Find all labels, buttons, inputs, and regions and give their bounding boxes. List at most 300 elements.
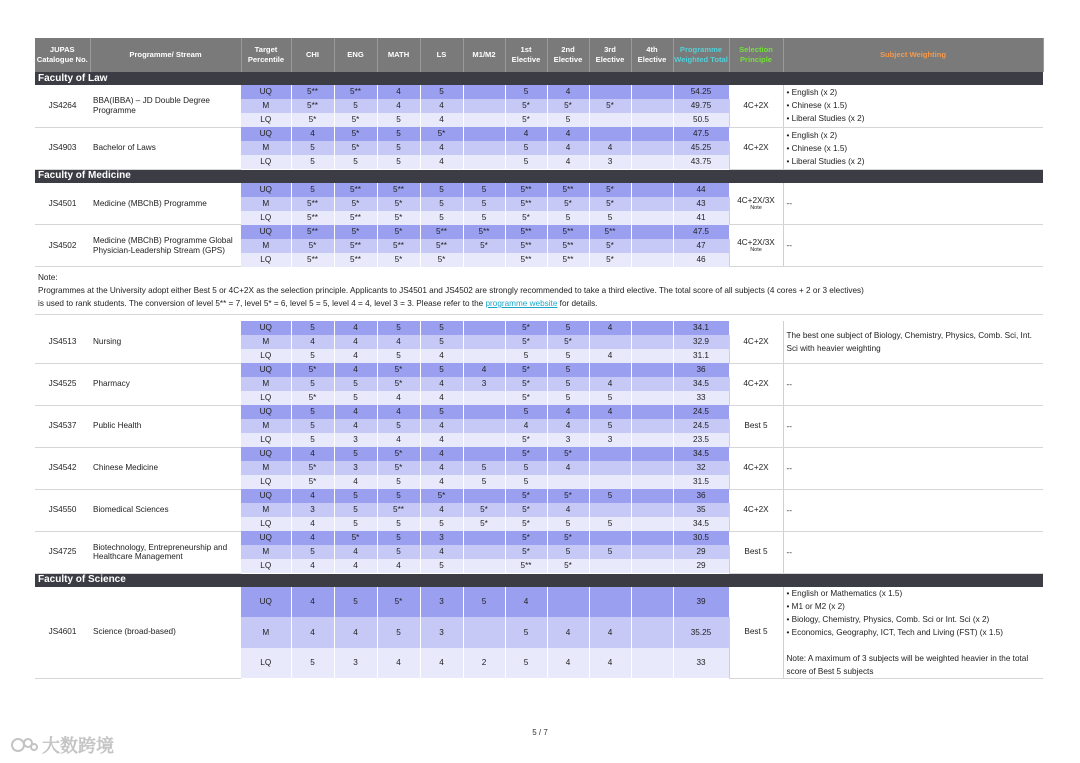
score-elective-2: 5*: [547, 197, 589, 211]
score-math: 5*: [377, 211, 420, 225]
programme-name: Medicine (MBChB) Programme Global Physician-Leadership Stream (GPS): [90, 225, 241, 267]
score-m1m2: [463, 617, 505, 648]
score-elective-3: 5: [589, 489, 631, 503]
score-chi: 5**: [291, 253, 334, 267]
score-chi: 5**: [291, 211, 334, 225]
score-elective-2: 5*: [547, 335, 589, 349]
score-weighted-total: 43: [673, 197, 729, 211]
score-weighted-total: 47.5: [673, 127, 729, 141]
score-elective-2: 5: [547, 349, 589, 363]
score-math: 4: [377, 85, 420, 99]
score-target: UQ: [241, 321, 291, 335]
header-catalogue: JUPAS Catalogue No.: [35, 38, 90, 72]
selection-value: 4C+2X/3X: [737, 195, 775, 205]
score-ls: 5: [420, 517, 463, 531]
score-chi: 5**: [291, 225, 334, 239]
score-eng: 5: [334, 391, 377, 405]
score-m1m2: 5*: [463, 503, 505, 517]
score-elective-1: 5*: [505, 113, 547, 127]
selection-principle: [729, 531, 783, 573]
score-elective-2: 5**: [547, 225, 589, 239]
selection-principle: [729, 405, 783, 447]
score-math: 5*: [377, 447, 420, 461]
note-line-2-text: is used to rank students. The conversion of level 5** = 7, level 5* = 6, level 5 = 5, level 4 = 4, level 3 = 3. Please refer to the: [38, 299, 486, 308]
programme-name: Bachelor of Laws: [90, 127, 241, 169]
weighting-item: Note: A maximum of 3 subjects will be weighted heavier in the total score of Best 5 subjects: [786, 653, 1029, 676]
weighting-list: [787, 197, 1041, 210]
score-elective-1: 5*: [505, 211, 547, 225]
selection-principle: [729, 489, 783, 531]
score-elective-4: [631, 559, 673, 573]
score-target: LQ: [241, 648, 291, 679]
score-target: M: [241, 545, 291, 559]
score-math: 5*: [377, 197, 420, 211]
score-chi: 5: [291, 349, 334, 363]
note-block: [35, 267, 1043, 315]
score-elective-3: 5: [589, 211, 631, 225]
admission-scores-sheet: [35, 38, 1043, 679]
score-m1m2: [463, 155, 505, 169]
score-elective-2: 5*: [547, 99, 589, 113]
score-eng: 5: [334, 489, 377, 503]
faculty-row: [35, 72, 1043, 85]
score-target: UQ: [241, 587, 291, 618]
score-elective-1: 5: [505, 617, 547, 648]
score-elective-4: [631, 391, 673, 405]
selection-value: 4C+2X: [743, 463, 769, 473]
score-elective-2: 5: [547, 391, 589, 405]
score-elective-1: 5*: [505, 447, 547, 461]
score-m1m2: [463, 335, 505, 349]
selection-value: Best 5: [744, 421, 768, 431]
score-math: 5*: [377, 461, 420, 475]
score-elective-2: 5**: [547, 253, 589, 267]
score-target: M: [241, 503, 291, 517]
score-ls: 4: [420, 419, 463, 433]
score-target: LQ: [241, 155, 291, 169]
score-elective-3: [589, 503, 631, 517]
note-line-1: Programmes at the University adopt either Best 5 or 4C+2X as the selection principle. Applicants to JS4501 and JS4502 are strongly recommended to take a third elective. The total score of all subjects (4 cores + 2 or 3 electives): [38, 286, 864, 295]
score-elective-2: 4: [547, 127, 589, 141]
score-m1m2: [463, 489, 505, 503]
header-programme: Programme/ Stream: [90, 38, 241, 72]
score-math: 5**: [377, 503, 420, 517]
score-elective-4: [631, 617, 673, 648]
faculty-title: Faculty of Medicine: [35, 169, 1043, 183]
score-target: LQ: [241, 475, 291, 489]
weighting-list: [787, 239, 1041, 252]
score-ls: 5: [420, 197, 463, 211]
score-m1m2: [463, 391, 505, 405]
score-ls: 4: [420, 447, 463, 461]
score-target: M: [241, 617, 291, 648]
score-m1m2: 5*: [463, 517, 505, 531]
selection-note: Note: [750, 247, 762, 254]
header-m1m2: M1/M2: [463, 38, 505, 72]
score-elective-3: [589, 559, 631, 573]
score-elective-3: 5: [589, 545, 631, 559]
programme-name: Chinese Medicine: [90, 447, 241, 489]
score-ls: 4: [420, 377, 463, 391]
score-eng: 5*: [334, 113, 377, 127]
score-math: 5**: [377, 239, 420, 253]
score-weighted-total: 39: [673, 587, 729, 618]
score-m1m2: [463, 419, 505, 433]
score-eng: 5*: [334, 225, 377, 239]
score-elective-4: [631, 587, 673, 618]
score-m1m2: 5: [463, 197, 505, 211]
score-elective-4: [631, 239, 673, 253]
table-row: [35, 321, 1043, 335]
score-m1m2: [463, 447, 505, 461]
score-eng: 5*: [334, 127, 377, 141]
selection-principle: [729, 127, 783, 169]
note-line-2: [38, 297, 1040, 310]
score-elective-4: [631, 405, 673, 419]
score-elective-1: 5**: [505, 239, 547, 253]
score-weighted-total: 41: [673, 211, 729, 225]
header-elective-4: 4th Elective: [631, 38, 673, 72]
score-target: M: [241, 335, 291, 349]
weighting-list: [787, 462, 1041, 475]
score-chi: 5: [291, 419, 334, 433]
score-weighted-total: 47.5: [673, 225, 729, 239]
score-chi: 3: [291, 503, 334, 517]
score-weighted-total: 36: [673, 363, 729, 377]
score-elective-3: 4: [589, 349, 631, 363]
header-selection-principle: Selection Principle: [729, 38, 783, 72]
selection-value: 4C+2X: [743, 143, 769, 153]
score-eng: 5**: [334, 85, 377, 99]
header-elective-1: 1st Elective: [505, 38, 547, 72]
score-eng: 5: [334, 587, 377, 618]
score-ls: 5: [420, 321, 463, 335]
score-elective-1: 5*: [505, 335, 547, 349]
score-elective-2: 5: [547, 321, 589, 335]
header-eng: ENG: [334, 38, 377, 72]
score-elective-4: [631, 461, 673, 475]
score-m1m2: 5: [463, 461, 505, 475]
score-m1m2: [463, 141, 505, 155]
score-weighted-total: 24.5: [673, 405, 729, 419]
score-elective-1: 5**: [505, 197, 547, 211]
score-weighted-total: 49.75: [673, 99, 729, 113]
weighting-item: --: [786, 505, 792, 515]
catalogue-code: JS4501: [35, 183, 90, 225]
score-math: 5: [377, 155, 420, 169]
score-eng: 5: [334, 447, 377, 461]
score-elective-1: 5: [505, 405, 547, 419]
score-eng: 4: [334, 349, 377, 363]
weighting-item: --: [786, 241, 792, 250]
score-m1m2: 3: [463, 377, 505, 391]
catalogue-code: JS4502: [35, 225, 90, 267]
score-ls: 5*: [420, 489, 463, 503]
score-math: 4: [377, 559, 420, 573]
selection-principle: [729, 225, 783, 267]
score-elective-4: [631, 419, 673, 433]
score-target: UQ: [241, 405, 291, 419]
score-ls: 5: [420, 183, 463, 197]
table-row: [35, 183, 1043, 197]
score-ls: 4: [420, 648, 463, 679]
score-math: 5**: [377, 183, 420, 197]
score-ls: 5: [420, 85, 463, 99]
score-weighted-total: 32.9: [673, 335, 729, 349]
score-elective-3: 3: [589, 433, 631, 447]
weighting-item: • English (x 2): [786, 130, 838, 140]
score-elective-3: 5: [589, 517, 631, 531]
weighting-item: • Biology, Chemistry, Physics, Comb. Sci or Int. Sci (x 2): [786, 614, 990, 624]
score-chi: 5: [291, 648, 334, 679]
score-elective-3: 4: [589, 405, 631, 419]
score-elective-2: 4: [547, 503, 589, 517]
programme-website-link[interactable]: programme website: [485, 299, 558, 308]
weighting-item: --: [786, 421, 792, 431]
note-row: [35, 267, 1043, 315]
score-weighted-total: 31.5: [673, 475, 729, 489]
score-m1m2: 5: [463, 475, 505, 489]
score-target: UQ: [241, 225, 291, 239]
score-elective-3: 5: [589, 391, 631, 405]
score-chi: 4: [291, 447, 334, 461]
programme-name: Pharmacy: [90, 363, 241, 405]
selection-value: 4C+2X: [743, 101, 769, 111]
score-elective-3: 5*: [589, 253, 631, 267]
score-elective-2: 5: [547, 377, 589, 391]
table-row: [35, 489, 1043, 503]
score-math: 5*: [377, 225, 420, 239]
subject-weighting: [783, 405, 1043, 447]
score-ls: 4: [420, 433, 463, 447]
score-elective-3: [589, 587, 631, 618]
score-elective-1: 5*: [505, 99, 547, 113]
catalogue-code: JS4601: [35, 587, 90, 679]
table-body: [35, 72, 1043, 678]
score-math: 4: [377, 335, 420, 349]
score-chi: 5*: [291, 475, 334, 489]
score-math: 5: [377, 127, 420, 141]
subject-weighting: [783, 225, 1043, 267]
weighting-item: --: [786, 379, 792, 389]
score-m1m2: 5: [463, 587, 505, 618]
score-m1m2: [463, 433, 505, 447]
score-math: 5: [377, 545, 420, 559]
score-elective-2: 4: [547, 155, 589, 169]
score-weighted-total: 45.25: [673, 141, 729, 155]
catalogue-code: JS4550: [35, 489, 90, 531]
table-row: [35, 447, 1043, 461]
note-title: Note:: [38, 273, 58, 282]
score-elective-1: 5**: [505, 559, 547, 573]
score-target: LQ: [241, 253, 291, 267]
score-target: M: [241, 461, 291, 475]
subject-weighting: [783, 321, 1043, 363]
selection-principle: [729, 183, 783, 225]
score-eng: 4: [334, 335, 377, 349]
score-elective-1: 5*: [505, 531, 547, 545]
score-eng: 4: [334, 405, 377, 419]
score-elective-1: 5: [505, 648, 547, 679]
score-elective-3: [589, 447, 631, 461]
weighting-list: [787, 504, 1041, 517]
score-chi: 4: [291, 559, 334, 573]
score-m1m2: [463, 85, 505, 99]
score-elective-3: [589, 461, 631, 475]
score-math: 5*: [377, 587, 420, 618]
score-math: 5*: [377, 363, 420, 377]
score-elective-4: [631, 211, 673, 225]
score-eng: 5: [334, 517, 377, 531]
score-elective-1: 5: [505, 349, 547, 363]
score-elective-4: [631, 183, 673, 197]
selection-value: 4C+2X/3X: [737, 237, 775, 247]
score-target: M: [241, 99, 291, 113]
score-m1m2: [463, 113, 505, 127]
score-elective-4: [631, 489, 673, 503]
score-elective-4: [631, 335, 673, 349]
score-m1m2: [463, 545, 505, 559]
score-eng: 4: [334, 475, 377, 489]
score-target: LQ: [241, 113, 291, 127]
score-ls: 4: [420, 461, 463, 475]
score-elective-1: 5*: [505, 503, 547, 517]
weighting-list: [787, 546, 1041, 559]
score-math: 5: [377, 531, 420, 545]
score-elective-3: 4: [589, 321, 631, 335]
score-weighted-total: 29: [673, 559, 729, 573]
programme-name: BBA(IBBA) – JD Double Degree Programme: [90, 85, 241, 127]
scores-table: [35, 38, 1044, 679]
score-chi: 5**: [291, 197, 334, 211]
score-elective-3: [589, 127, 631, 141]
weighting-item: • Liberal Studies (x 2): [786, 156, 865, 166]
programme-name: Biomedical Sciences: [90, 489, 241, 531]
weighting-item: • Economics, Geography, ICT, Tech and Living (FST) (x 1.5): [786, 627, 1003, 637]
subject-weighting: [783, 183, 1043, 225]
score-elective-4: [631, 433, 673, 447]
weighting-item: --: [786, 198, 792, 208]
score-target: UQ: [241, 127, 291, 141]
score-elective-1: 5*: [505, 545, 547, 559]
selection-principle: [729, 587, 783, 679]
score-eng: 5*: [334, 531, 377, 545]
score-eng: 5*: [334, 141, 377, 155]
score-target: UQ: [241, 489, 291, 503]
score-chi: 5*: [291, 113, 334, 127]
score-ls: 5: [420, 335, 463, 349]
weighting-list: [787, 86, 1041, 125]
weighting-list: [787, 420, 1041, 433]
score-m1m2: [463, 321, 505, 335]
catalogue-code: JS4903: [35, 127, 90, 169]
score-math: 4: [377, 648, 420, 679]
score-elective-3: [589, 475, 631, 489]
score-chi: 5**: [291, 85, 334, 99]
score-elective-3: 5*: [589, 99, 631, 113]
score-m1m2: [463, 99, 505, 113]
score-m1m2: 4: [463, 363, 505, 377]
score-chi: 4: [291, 335, 334, 349]
score-target: M: [241, 197, 291, 211]
score-elective-1: 5*: [505, 391, 547, 405]
subject-weighting: [783, 587, 1043, 679]
subject-weighting: [783, 531, 1043, 573]
score-weighted-total: 46: [673, 253, 729, 267]
score-m1m2: 2: [463, 648, 505, 679]
catalogue-code: JS4513: [35, 321, 90, 363]
score-eng: 4: [334, 321, 377, 335]
header-weighted-total: Programme Weighted Total: [673, 38, 729, 72]
score-elective-2: [547, 475, 589, 489]
subject-weighting: [783, 363, 1043, 405]
score-elective-2: 5: [547, 517, 589, 531]
selection-value: 4C+2X: [743, 505, 769, 515]
table-row: [35, 405, 1043, 419]
score-elective-2: 4: [547, 648, 589, 679]
header-subject-weighting: Subject Weighting: [783, 38, 1043, 72]
header-target: Target Percentile: [241, 38, 291, 72]
weighting-item: • English or Mathematics (x 1.5): [786, 588, 903, 598]
programme-name: Medicine (MBChB) Programme: [90, 183, 241, 225]
score-weighted-total: 34.5: [673, 447, 729, 461]
score-ls: 5*: [420, 127, 463, 141]
score-ls: 5: [420, 559, 463, 573]
score-weighted-total: 34.1: [673, 321, 729, 335]
faculty-title: Faculty of Law: [35, 72, 1043, 85]
score-elective-3: 5*: [589, 183, 631, 197]
score-elective-1: 4: [505, 419, 547, 433]
score-target: M: [241, 419, 291, 433]
score-elective-1: 5*: [505, 517, 547, 531]
score-elective-1: 5*: [505, 377, 547, 391]
score-target: UQ: [241, 531, 291, 545]
score-elective-4: [631, 517, 673, 531]
score-elective-4: [631, 349, 673, 363]
score-elective-2: 4: [547, 85, 589, 99]
score-elective-4: [631, 141, 673, 155]
score-elective-4: [631, 127, 673, 141]
score-math: 5: [377, 349, 420, 363]
score-elective-1: 5: [505, 85, 547, 99]
score-elective-3: [589, 363, 631, 377]
score-weighted-total: 54.25: [673, 85, 729, 99]
score-eng: 5: [334, 155, 377, 169]
score-ls: 5: [420, 211, 463, 225]
score-eng: 5: [334, 99, 377, 113]
weighting-list: [787, 587, 1041, 678]
score-weighted-total: 33: [673, 391, 729, 405]
score-elective-2: 4: [547, 419, 589, 433]
programme-name: Public Health: [90, 405, 241, 447]
score-elective-4: [631, 155, 673, 169]
score-eng: 4: [334, 545, 377, 559]
score-elective-3: 4: [589, 377, 631, 391]
score-eng: 4: [334, 559, 377, 573]
score-elective-2: 5**: [547, 239, 589, 253]
header-elective-3: 3rd Elective: [589, 38, 631, 72]
watermark-logo-icon: [10, 735, 38, 755]
watermark: [10, 732, 114, 758]
score-elective-4: [631, 225, 673, 239]
table-row: [35, 587, 1043, 618]
header-ls: LS: [420, 38, 463, 72]
faculty-title: Faculty of Science: [35, 573, 1043, 587]
score-chi: 4: [291, 587, 334, 618]
score-m1m2: 5: [463, 211, 505, 225]
score-elective-4: [631, 648, 673, 679]
score-elective-2: 4: [547, 141, 589, 155]
